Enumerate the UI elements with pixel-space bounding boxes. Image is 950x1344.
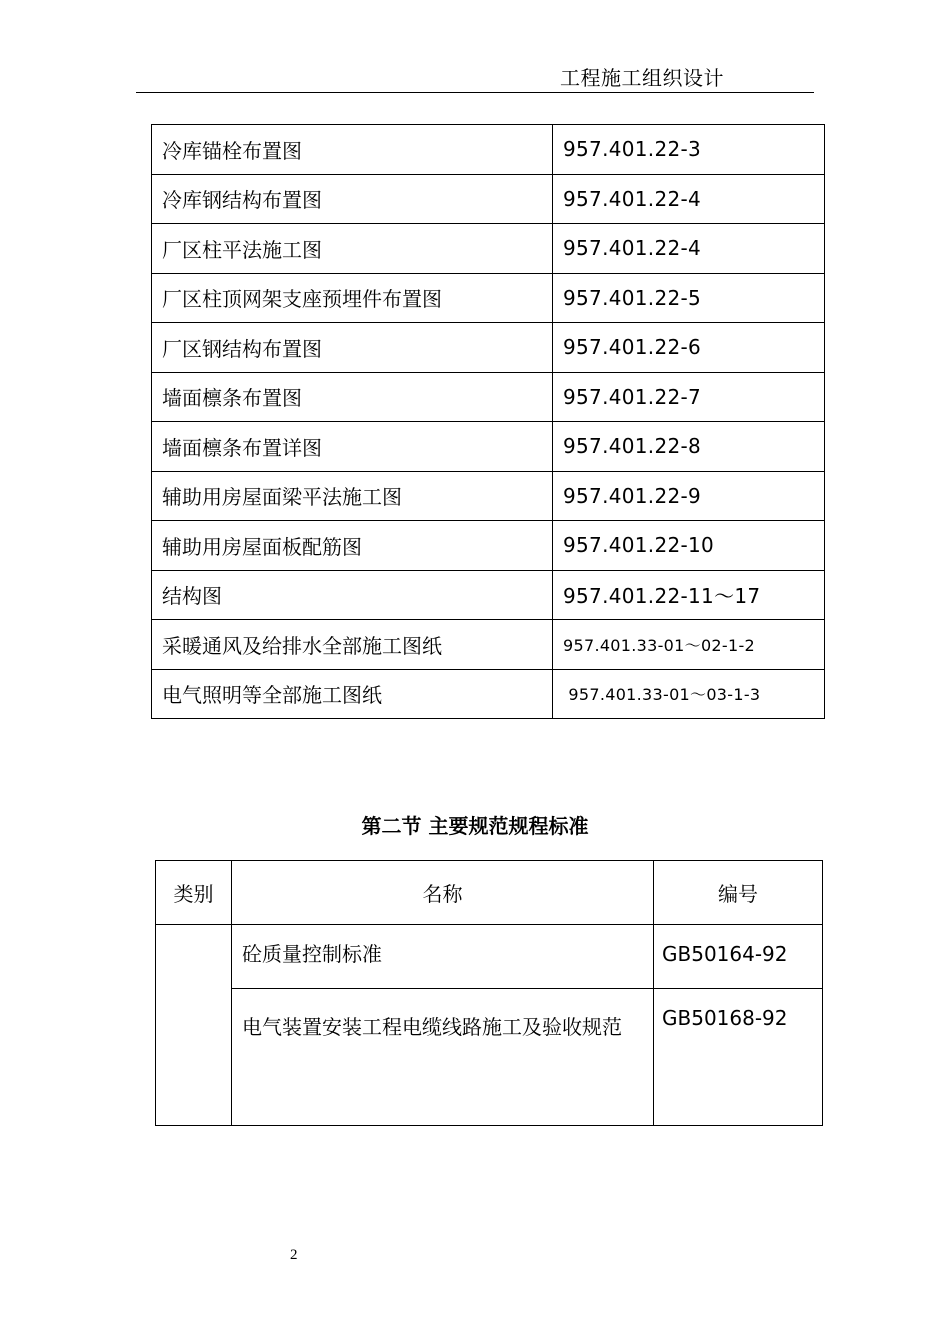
table-row [152, 620, 825, 670]
drawing-code-cell: 957.401.22-10 [553, 521, 825, 571]
drawing-name-cell: 冷库锚栓布置图 [152, 125, 553, 175]
page-number: 2 [290, 1247, 298, 1263]
standard-name-cell: 砼质量控制标准 [232, 925, 654, 989]
drawing-name-cell: 厂区柱顶网架支座预埋件布置图 [152, 273, 553, 323]
drawing-name-cell: 墙面檩条布置图 [152, 372, 553, 422]
drawing-name-cell: 厂区钢结构布置图 [152, 323, 553, 373]
drawing-code-cell: 957.401.22-8 [553, 422, 825, 472]
drawing-code-cell: 957.401.22-9 [553, 471, 825, 521]
table-row [152, 174, 825, 224]
standard-name-cell: 电气装置安装工程电缆线路施工及验收规范 [232, 989, 654, 1126]
document-header-title: 工程施工组织设计 [560, 66, 724, 90]
category-cell [156, 925, 232, 1126]
drawing-name-cell: 辅助用房屋面板配筋图 [152, 521, 553, 571]
standard-code-cell: GB50168-92 [654, 989, 823, 1126]
drawing-name-cell: 辅助用房屋面梁平法施工图 [152, 471, 553, 521]
header-divider [136, 92, 814, 93]
table-row [152, 422, 825, 472]
drawing-name-cell: 墙面檩条布置详图 [152, 422, 553, 472]
drawing-code-cell: 957.401.22-6 [553, 323, 825, 373]
drawing-code-cell: 957.401.33-01～03-1-3 [553, 669, 825, 719]
table-header-row [156, 861, 823, 925]
table-row [152, 570, 825, 620]
column-header-category: 类别 [156, 861, 232, 925]
table-row [152, 521, 825, 571]
drawing-code-cell: 957.401.33-01～02-1-2 [553, 620, 825, 670]
table-row [156, 925, 823, 989]
drawing-name-cell: 冷库钢结构布置图 [152, 174, 553, 224]
standards-table [155, 860, 823, 1126]
drawing-name-cell: 电气照明等全部施工图纸 [152, 669, 553, 719]
drawings-table [151, 124, 825, 719]
drawing-code-cell: 957.401.22-7 [553, 372, 825, 422]
table-row [152, 372, 825, 422]
drawing-name-cell: 采暖通风及给排水全部施工图纸 [152, 620, 553, 670]
drawing-name-cell: 厂区柱平法施工图 [152, 224, 553, 274]
standard-code-cell: GB50164-92 [654, 925, 823, 989]
table-row [152, 273, 825, 323]
section-heading: 第二节 主要规范规程标准 [361, 814, 589, 838]
table-row [152, 323, 825, 373]
table-row [156, 989, 823, 1126]
table-row [152, 669, 825, 719]
table-row [152, 471, 825, 521]
table-row [152, 224, 825, 274]
drawing-code-cell: 957.401.22-3 [553, 125, 825, 175]
table-row [152, 125, 825, 175]
column-header-name: 名称 [232, 861, 654, 925]
drawing-code-cell: 957.401.22-4 [553, 224, 825, 274]
drawing-code-cell: 957.401.22-5 [553, 273, 825, 323]
drawing-code-cell: 957.401.22-4 [553, 174, 825, 224]
drawing-name-cell: 结构图 [152, 570, 553, 620]
column-header-code: 编号 [654, 861, 823, 925]
drawing-code-cell: 957.401.22-11～17 [553, 570, 825, 620]
